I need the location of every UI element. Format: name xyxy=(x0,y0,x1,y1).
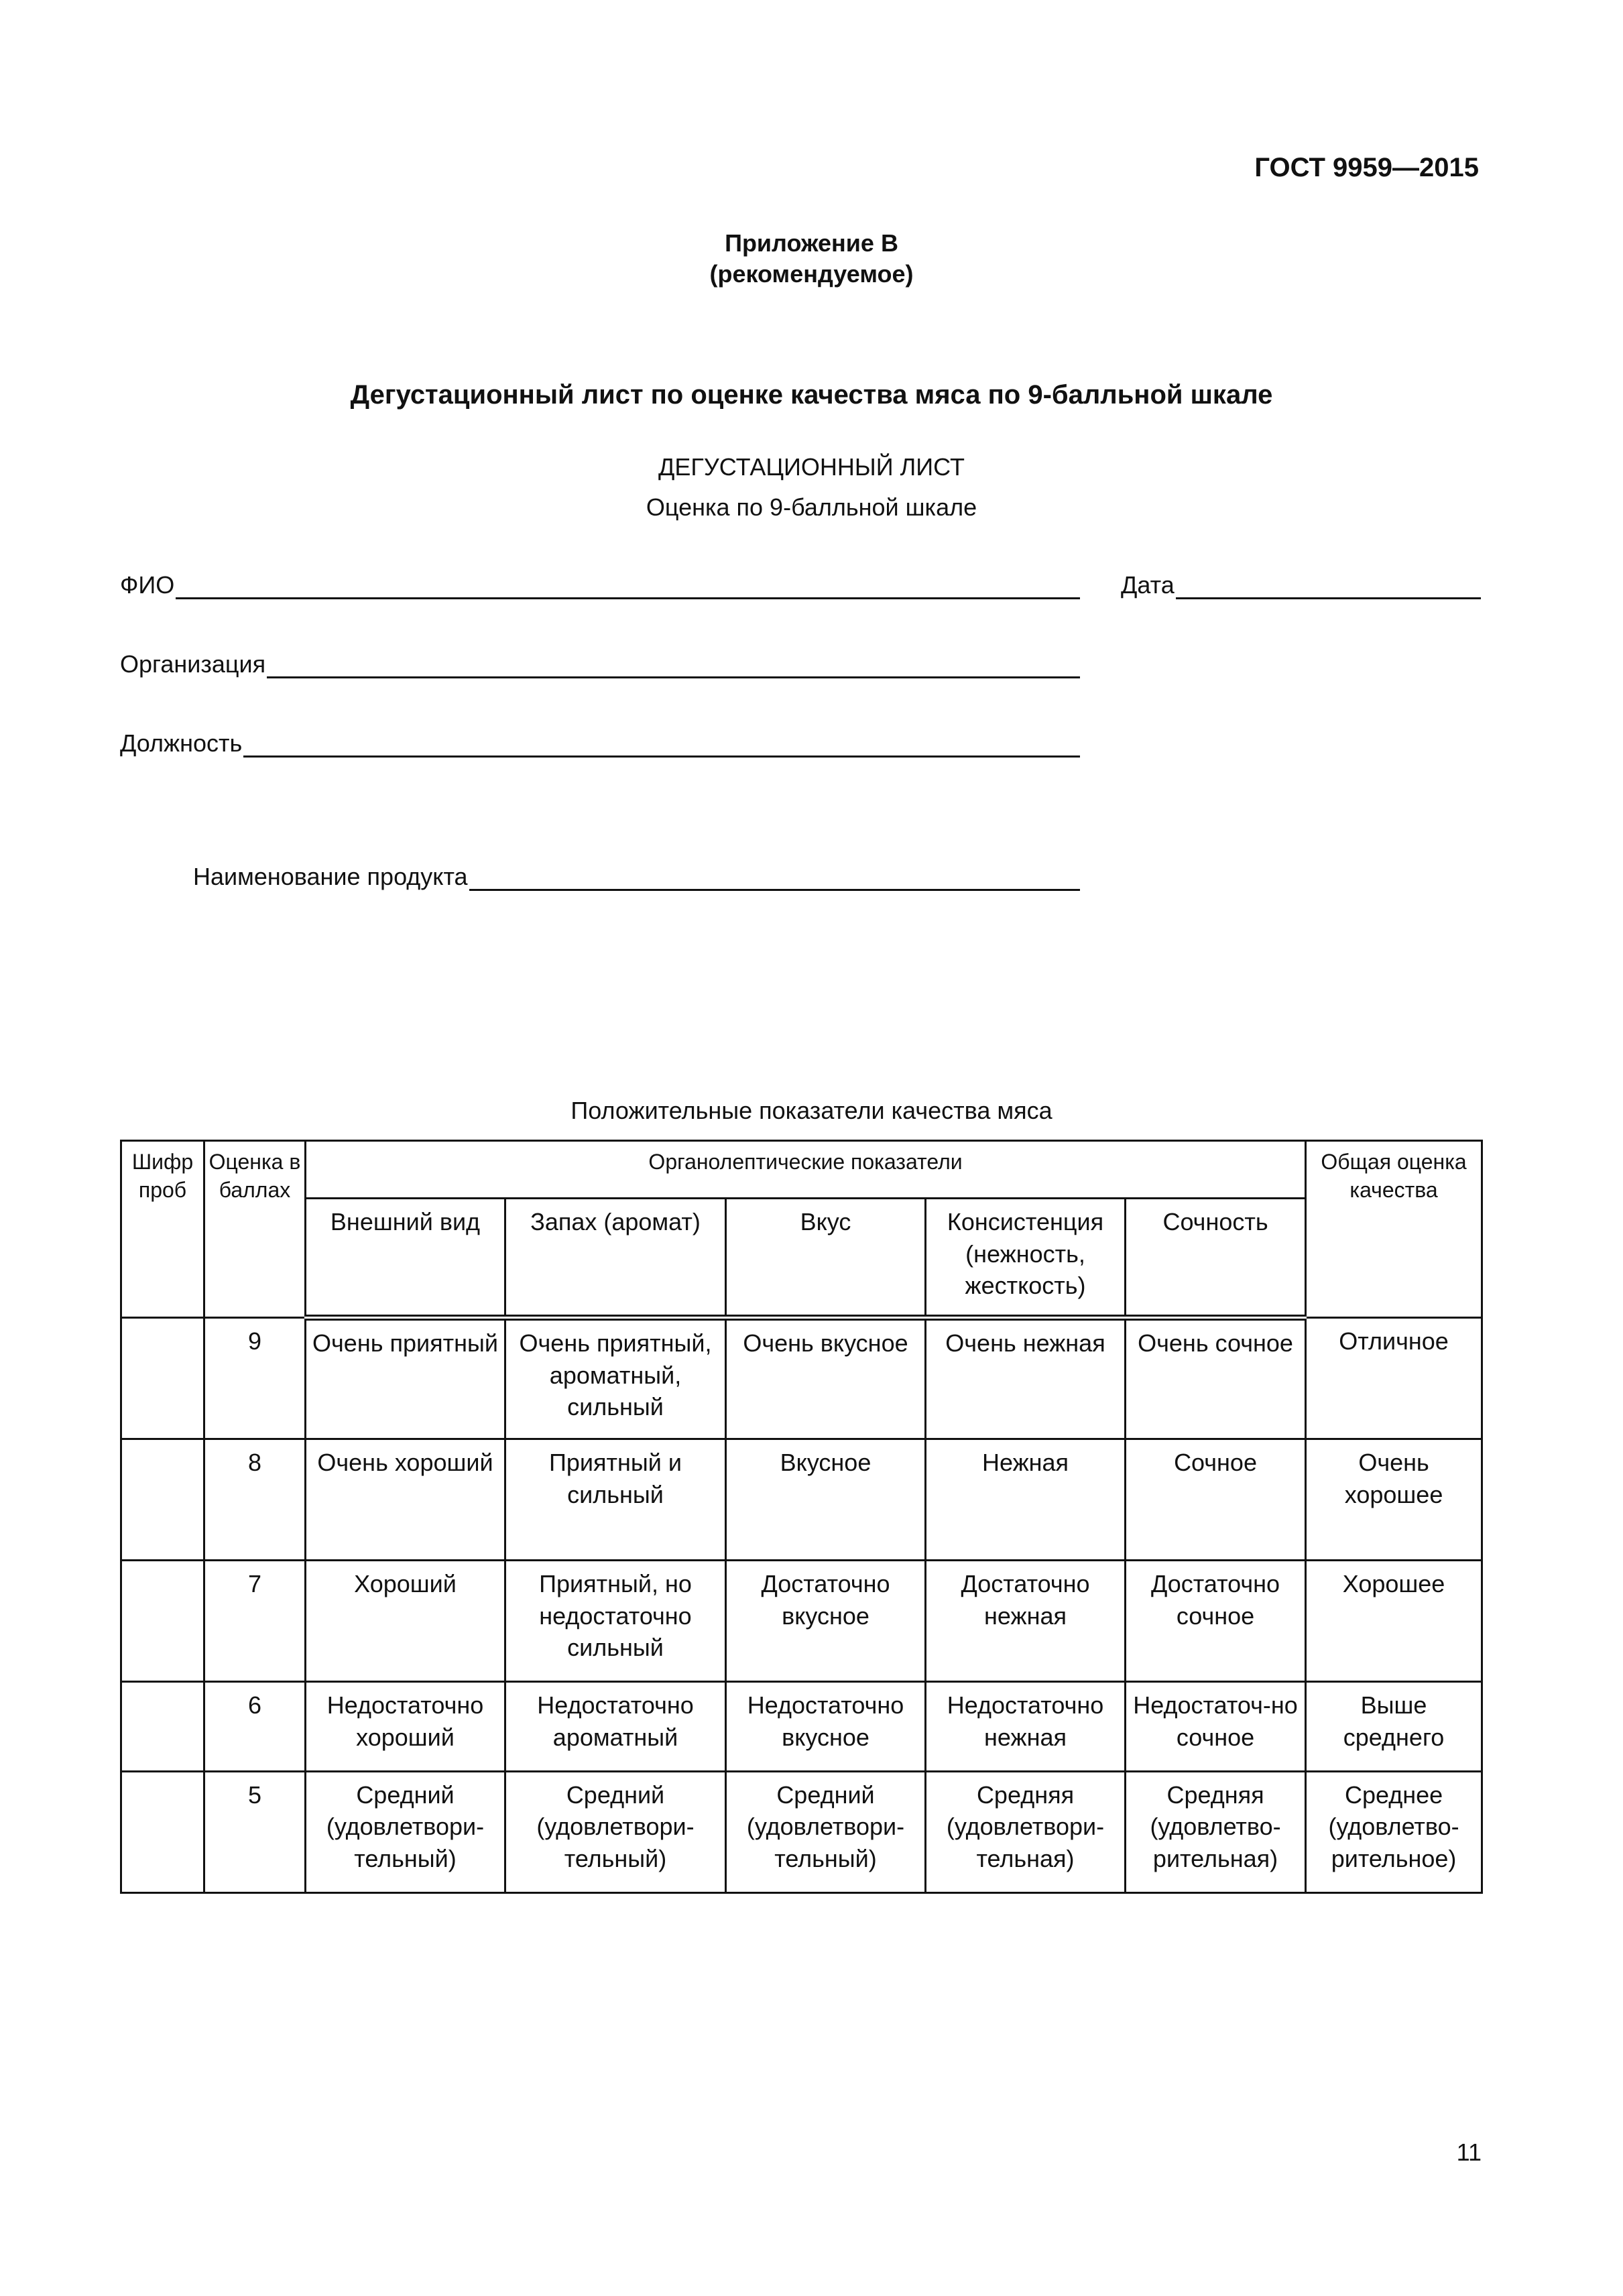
cell-score: 8 xyxy=(204,1439,306,1561)
cell-overall: Отличное xyxy=(1306,1318,1482,1439)
cell-code xyxy=(121,1682,204,1772)
table-row xyxy=(121,1682,1482,1772)
cell-smell: Средний (удовлетвори-тельный) xyxy=(505,1771,726,1892)
cell-smell: Очень приятный, ароматный, сильный xyxy=(505,1318,726,1439)
fio-line[interactable] xyxy=(176,577,1080,599)
header-row-1 xyxy=(121,1141,1482,1199)
cell-appearance: Недостаточно хороший xyxy=(306,1682,505,1772)
organization-field[interactable] xyxy=(120,650,1080,678)
header-taste: Вкус xyxy=(726,1199,926,1318)
product-label: Наименование продукта xyxy=(193,863,468,890)
cell-texture: Средняя (удовлетвори-тельная) xyxy=(926,1771,1126,1892)
fio-label: ФИО xyxy=(120,571,175,599)
standard-number: ГОСТ 9959—2015 xyxy=(1254,153,1479,182)
header-smell: Запах (аромат) xyxy=(505,1199,726,1318)
cell-score: 7 xyxy=(204,1561,306,1682)
appendix-title: Приложение В xyxy=(725,229,898,257)
date-field[interactable] xyxy=(1121,571,1481,599)
cell-juiciness: Недостаточ-но сочное xyxy=(1126,1682,1306,1772)
header-juiciness: Сочность xyxy=(1126,1199,1306,1318)
cell-taste: Достаточно вкусное xyxy=(726,1561,926,1682)
date-line[interactable] xyxy=(1176,577,1481,599)
cell-smell: Приятный и сильный xyxy=(505,1439,726,1561)
table-row xyxy=(121,1771,1482,1892)
date-label: Дата xyxy=(1121,571,1175,599)
header-appearance: Внешний вид xyxy=(306,1199,505,1318)
product-field[interactable] xyxy=(193,863,1080,891)
cell-taste: Средний (удовлетвори-тельный) xyxy=(726,1771,926,1892)
table-row xyxy=(121,1439,1482,1561)
cell-smell: Приятный, но недостаточно сильный xyxy=(505,1561,726,1682)
cell-score: 5 xyxy=(204,1771,306,1892)
document-title: Дегустационный лист по оценке качества мяса по 9-балльной шкале xyxy=(350,380,1273,410)
header-sample-code: Шифр проб xyxy=(121,1141,204,1318)
position-field[interactable] xyxy=(120,729,1080,758)
quality-table xyxy=(120,1140,1483,1894)
cell-appearance: Средний (удовлетвори-тельный) xyxy=(306,1771,505,1892)
organization-line[interactable] xyxy=(267,656,1080,678)
cell-score: 9 xyxy=(204,1318,306,1439)
cell-appearance: Очень хороший xyxy=(306,1439,505,1561)
cell-juiciness: Средняя (удовлетво-рительная) xyxy=(1126,1771,1306,1892)
cell-score: 6 xyxy=(204,1682,306,1772)
cell-overall: Среднее (удовлетво-рительное) xyxy=(1306,1771,1482,1892)
cell-taste: Вкусное xyxy=(726,1439,926,1561)
cell-code xyxy=(121,1318,204,1439)
cell-juiciness: Сочное xyxy=(1126,1439,1306,1561)
header-overall: Общая оценка качества xyxy=(1306,1141,1482,1318)
sheet-subtitle: Оценка по 9-балльной шкале xyxy=(646,493,977,521)
table-caption: Положительные показатели качества мяса xyxy=(570,1097,1053,1124)
cell-texture: Очень нежная xyxy=(926,1318,1126,1439)
cell-texture: Недостаточно нежная xyxy=(926,1682,1126,1772)
header-organoleptic: Органолептические показатели xyxy=(306,1141,1306,1199)
header-texture: Консистенция (нежность, жесткость) xyxy=(926,1199,1126,1318)
cell-texture: Достаточно нежная xyxy=(926,1561,1126,1682)
cell-code xyxy=(121,1771,204,1892)
table-row xyxy=(121,1318,1482,1439)
table-row xyxy=(121,1561,1482,1682)
cell-texture: Нежная xyxy=(926,1439,1126,1561)
product-line[interactable] xyxy=(469,869,1080,891)
cell-overall: Выше среднего xyxy=(1306,1682,1482,1772)
cell-juiciness: Достаточно сочное xyxy=(1126,1561,1306,1682)
cell-taste: Недостаточно вкусное xyxy=(726,1682,926,1772)
cell-appearance: Очень приятный xyxy=(306,1318,505,1439)
sheet-title: ДЕГУСТАЦИОННЫЙ ЛИСТ xyxy=(658,453,965,481)
cell-code xyxy=(121,1439,204,1561)
cell-code xyxy=(121,1561,204,1682)
header-score: Оценка в баллах xyxy=(204,1141,306,1318)
page-number: 11 xyxy=(1456,2138,1482,2166)
organization-label: Организация xyxy=(120,650,266,678)
position-line[interactable] xyxy=(243,735,1080,758)
fio-field[interactable] xyxy=(120,571,1080,599)
cell-overall: Хорошее xyxy=(1306,1561,1482,1682)
cell-smell: Недостаточно ароматный xyxy=(505,1682,726,1772)
cell-juiciness: Очень сочное xyxy=(1126,1318,1306,1439)
appendix-note: (рекомендуемое) xyxy=(709,260,914,288)
cell-taste: Очень вкусное xyxy=(726,1318,926,1439)
cell-overall: Очень хорошее xyxy=(1306,1439,1482,1561)
position-label: Должность xyxy=(120,729,243,757)
header-row-2 xyxy=(121,1199,1482,1318)
cell-appearance: Хороший xyxy=(306,1561,505,1682)
